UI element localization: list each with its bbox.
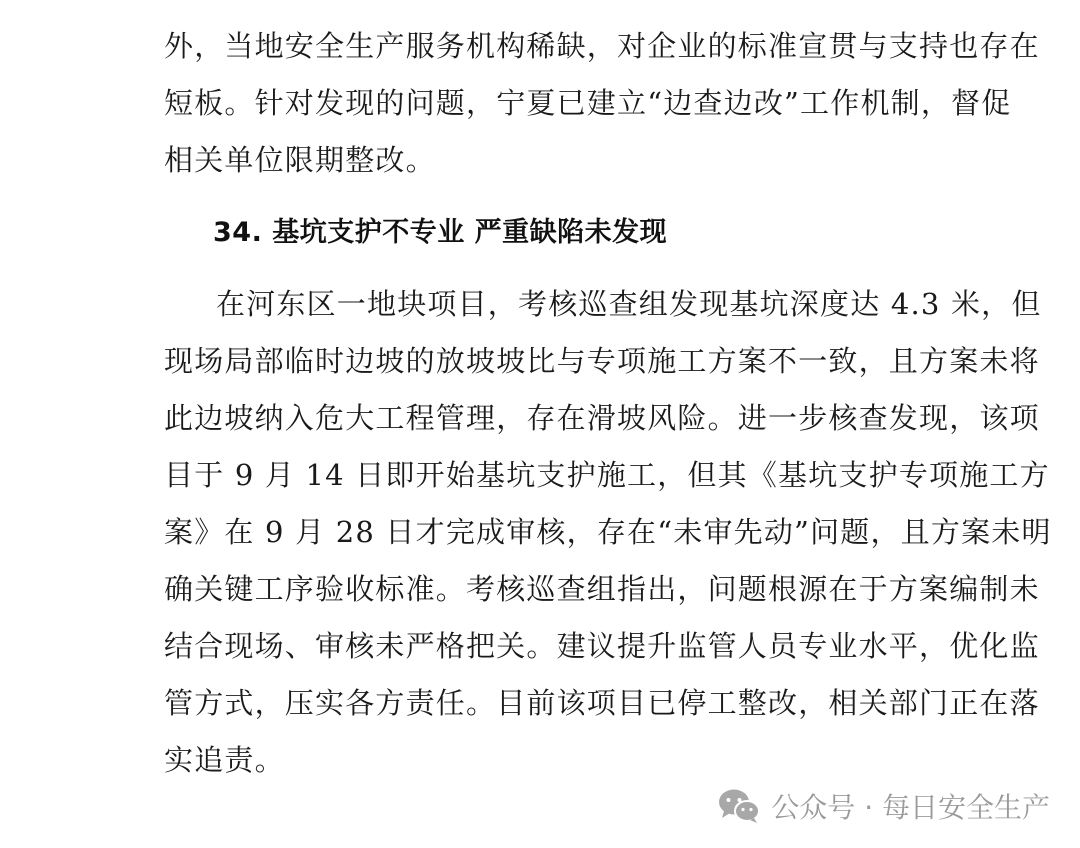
paragraph-line: 此边坡纳入危大工程管理，存在滑坡风险。进一步核查发现，该项	[164, 401, 1040, 435]
section-heading: 34. 基坑支护不专业 严重缺陷未发现	[213, 217, 668, 248]
paragraph-line: 相关单位限期整改。	[164, 143, 436, 177]
paragraph-line: 实追责。	[164, 743, 285, 777]
watermark	[717, 784, 1050, 828]
paragraph-line: 短板。针对发现的问题，宁夏已建立“边查边改”工作机制，督促	[164, 86, 1012, 120]
wechat-icon	[717, 787, 761, 825]
watermark-text: 公众号 · 每日安全生产	[771, 791, 1050, 824]
paragraph-line: 管方式，压实各方责任。目前该项目已停工整改，相关部门正在落	[164, 686, 1040, 720]
paragraph-line: 现场局部临时边坡的放坡坡比与专项施工方案不一致，且方案未将	[164, 344, 1040, 378]
paragraph-line: 案》在 9 月 28 日才完成审核，存在“未审先动”问题，且方案未明	[164, 515, 1052, 549]
paragraph-line: 结合现场、审核未严格把关。建议提升监管人员专业水平，优化监	[164, 629, 1040, 663]
paragraph-line: 在河东区一地块项目，考核巡查组发现基坑深度达 4.3 米，但	[216, 287, 1042, 321]
paragraph-line: 外，当地安全生产服务机构稀缺，对企业的标准宣贯与支持也存在	[164, 29, 1040, 63]
paragraph-line: 确关键工序验收标准。考核巡查组指出，问题根源在于方案编制未	[164, 572, 1040, 606]
paragraph-line: 目于 9 月 14 日即开始基坑支护施工，但其《基坑支护专项施工方	[164, 458, 1050, 492]
